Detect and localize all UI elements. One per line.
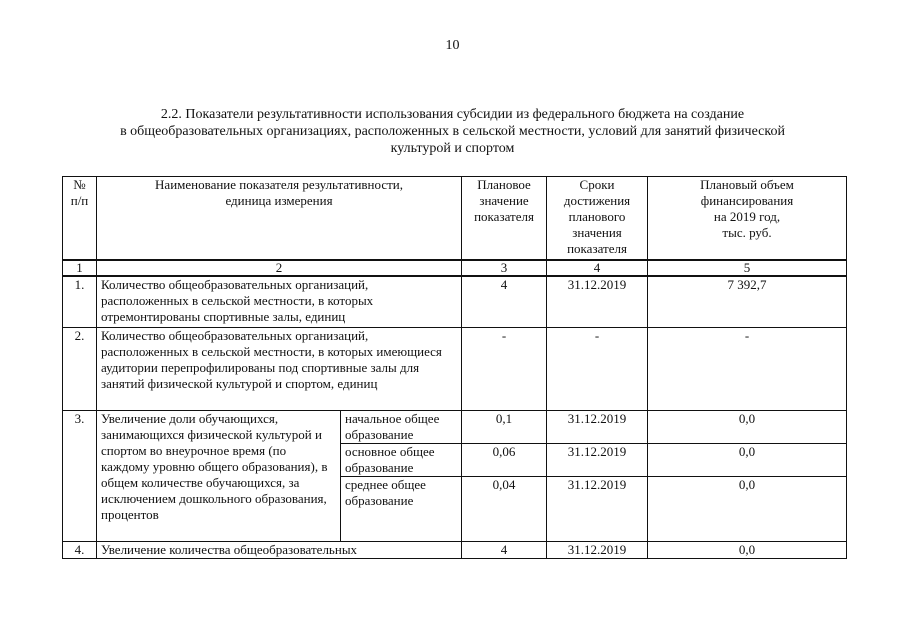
row-num: 4. <box>63 542 97 559</box>
row-name: Увеличение доли обучающихся, занимающихся физической культурой и спортом во внеурочное время (по каждому уровню общего образования), в общем количестве обучающихся, за исключением дошкольного образования, процентов <box>97 411 341 542</box>
column-number: 3 <box>462 260 547 276</box>
header-planned-value: Плановое значение показателя <box>462 177 547 261</box>
indicators-table <box>62 176 847 559</box>
header-name: Наименование показателя результативности, единица измерения <box>97 177 462 261</box>
section-title-line: в общеобразовательных организациях, расположенных в сельской местности, условий для занятий физической <box>120 124 785 139</box>
row-name: Количество общеобразовательных организаций, расположенных в сельской местности, в которых отремонтированы спортивные залы, единиц <box>97 276 462 328</box>
column-numbers-row <box>63 260 847 276</box>
column-number: 4 <box>547 260 648 276</box>
section-title-line: 2.2. Показатели результативности использования субсидии из федерального бюджета на создание <box>160 107 745 122</box>
row-financing: 0,0 <box>648 477 847 542</box>
row-financing: 0,0 <box>648 542 847 559</box>
row-financing: 7 392,7 <box>648 276 847 328</box>
row-value: 4 <box>462 276 547 328</box>
row-deadline: 31.12.2019 <box>547 477 648 542</box>
header-deadline: Сроки достижения планового значения показателя <box>547 177 648 261</box>
table-header-row <box>63 177 847 261</box>
table-row <box>63 328 847 411</box>
column-number: 2 <box>97 260 462 276</box>
section-title <box>40 106 865 157</box>
row-value: 0,06 <box>462 444 547 477</box>
header-num: № п/п <box>63 177 97 261</box>
row-value: 0,04 <box>462 477 547 542</box>
row-deadline: 31.12.2019 <box>547 411 648 444</box>
row-value: 0,1 <box>462 411 547 444</box>
column-number: 5 <box>648 260 847 276</box>
row-name: Количество общеобразовательных организаций, расположенных в сельской местности, в которых имеющиеся аудитории перепрофилированы под спортивные залы для занятий физической культурой и спортом, единиц <box>97 328 462 411</box>
row-name: Увеличение количества общеобразовательных <box>97 542 462 559</box>
row-sublevel: начальное общее образование <box>341 411 462 444</box>
row-deadline: 31.12.2019 <box>547 444 648 477</box>
row-value: - <box>462 328 547 411</box>
table-row <box>63 542 847 559</box>
row-financing: 0,0 <box>648 411 847 444</box>
row-sublevel: среднее общее образование <box>341 477 462 542</box>
row-financing: 0,0 <box>648 444 847 477</box>
table-row <box>63 411 847 444</box>
section-title-line: культурой и спортом <box>390 141 515 156</box>
row-num: 2. <box>63 328 97 411</box>
row-financing: - <box>648 328 847 411</box>
row-num: 3. <box>63 411 97 542</box>
row-sublevel: основное общее образование <box>341 444 462 477</box>
row-value: 4 <box>462 542 547 559</box>
row-deadline: 31.12.2019 <box>547 276 648 328</box>
table-row <box>63 276 847 328</box>
column-number: 1 <box>63 260 97 276</box>
row-deadline: 31.12.2019 <box>547 542 648 559</box>
page-number: 10 <box>445 38 460 53</box>
header-financing: Плановый объем финансирования на 2019 год, тыс. руб. <box>648 177 847 261</box>
row-deadline: - <box>547 328 648 411</box>
row-num: 1. <box>63 276 97 328</box>
